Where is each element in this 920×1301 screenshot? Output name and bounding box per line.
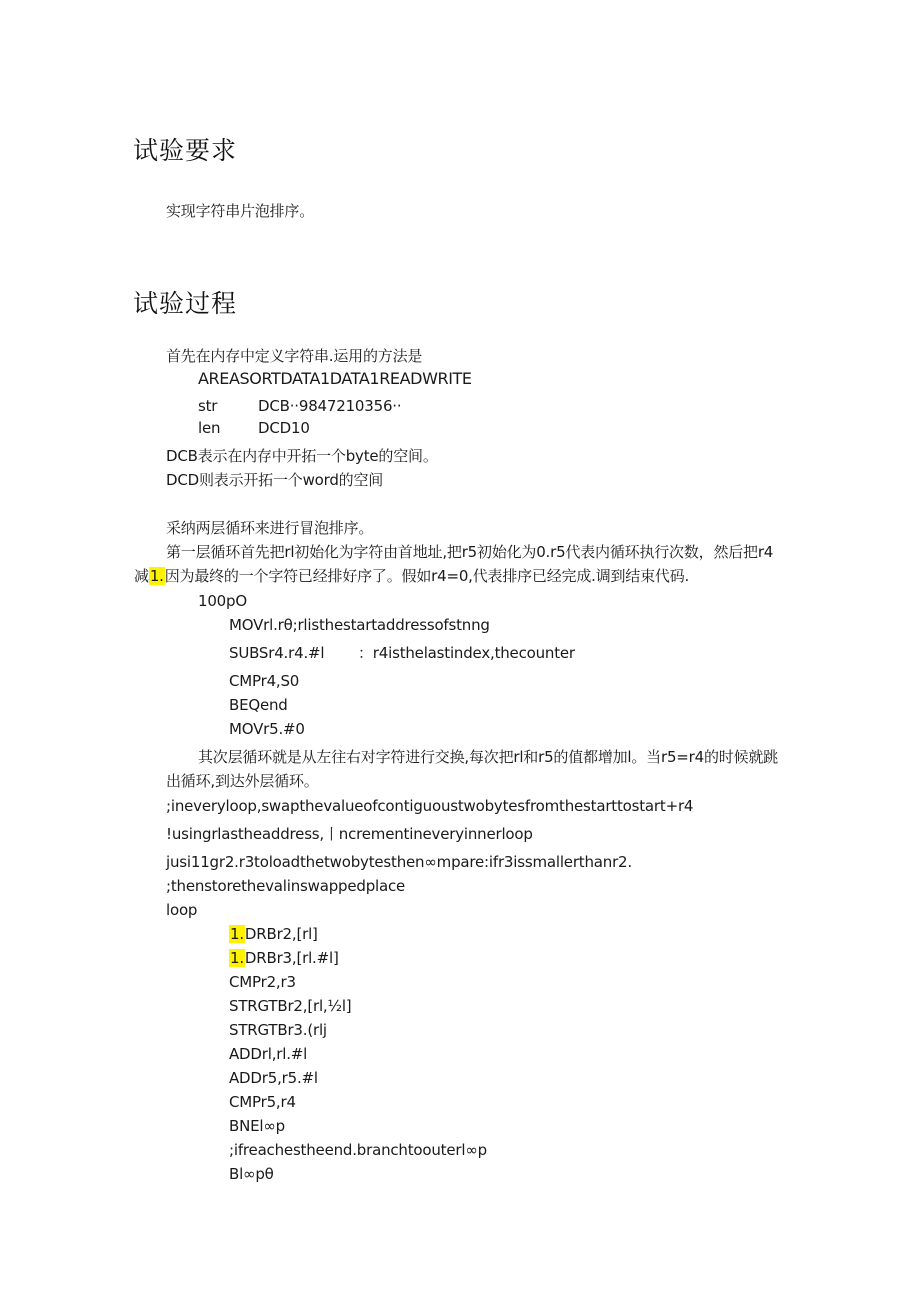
code-line: MOVr5.#0 [229,720,305,738]
code-text: DRBr2,[rl] [244,925,318,943]
highlighted-number: 1. [230,925,244,943]
first-loop-line-2 [134,566,689,586]
code-line: CMPr4,S0 [229,672,300,690]
code-line: BNEl∞p [229,1117,285,1135]
loop-label: loop [166,901,198,919]
comment-line: ;thenstorethevalinswappedplace [166,877,406,895]
code-line: SUBSr4.r4.#l [229,644,325,662]
code-line: Bl∞pθ [229,1165,274,1183]
len-value: DCD10 [258,419,310,437]
code-line: ADDr5,r5.#l [229,1069,318,1087]
requirement-text: 实现字符串片泡排序。 [166,202,315,220]
label-100p0: 100pO [198,592,247,610]
code-line: MOVrl.rθ;rlisthestartaddressofstnng [229,616,490,634]
code-line [229,924,318,944]
code-line: BEQend [229,696,288,714]
section-heading-process: 试验过程 [133,289,238,318]
code-line: CMPr2,r3 [229,973,296,991]
code-text: DRBr3,[rl.#l] [244,949,339,967]
code-comment: ：r4isthelastindex,thecounter [358,644,575,662]
dcd-description: DCD则表示开拓一个word的空间 [166,471,384,489]
first-loop-line-1: 第一层循环首先把rl初始化为字符由首地址,把r5初始化为0.r5代表内循环执行次数，然后把r4 [166,543,774,561]
code-line: ;ifreachestheend.branchtoouterl∞p [229,1141,487,1159]
str-value: DCB··9847210356·· [258,397,402,415]
area-directive: AREASORTDATA1DATA1READWRITE [198,369,472,388]
first-loop-rest: 因为最终的一个字符已经排好序了。假如r4=0,代表排序已经完成.调到结束代码. [164,567,690,585]
intro-text: 首先在内存中定义字符串.运用的方法是 [166,347,423,365]
comment-line: jusi11gr2.r3toloadthetwobytesthen∞mpare:ifr3issmallerthanr2. [166,853,632,871]
first-loop-prefix: 减 [134,567,149,585]
highlighted-number: 1. [149,567,164,585]
code-line: ADDrl,rl.#l [229,1045,308,1063]
len-label: len [198,419,221,437]
second-loop-line-1: 其次层循环就是从左往右对字符进行交换,每次把rl和r5的值都增加l。当r5=r4的时候就跳 [198,748,778,766]
code-line [229,948,339,968]
second-loop-line-2: 出循环,到达外层循环。 [166,772,319,790]
section-heading-requirements: 试验要求 [133,136,238,165]
comment-line: !usingrlastheaddress,丨ncrementineveryinnerloop [166,825,533,843]
dcb-description: DCB表示在内存中开拓一个byte的空间。 [166,447,438,465]
adopt-text: 采纳两层循环来进行冒泡排序。 [166,519,374,537]
comment-line: ;ineveryloop,swapthevalueofcontiguoustwobytesfromthestarttostart+r4 [166,797,694,815]
code-line: STRGTBr3.(rlj [229,1021,327,1039]
highlighted-number: 1. [230,949,244,967]
code-line: STRGTBr2,[rl,½l] [229,997,352,1015]
code-line: CMPr5,r4 [229,1093,296,1111]
str-label: str [198,397,218,415]
